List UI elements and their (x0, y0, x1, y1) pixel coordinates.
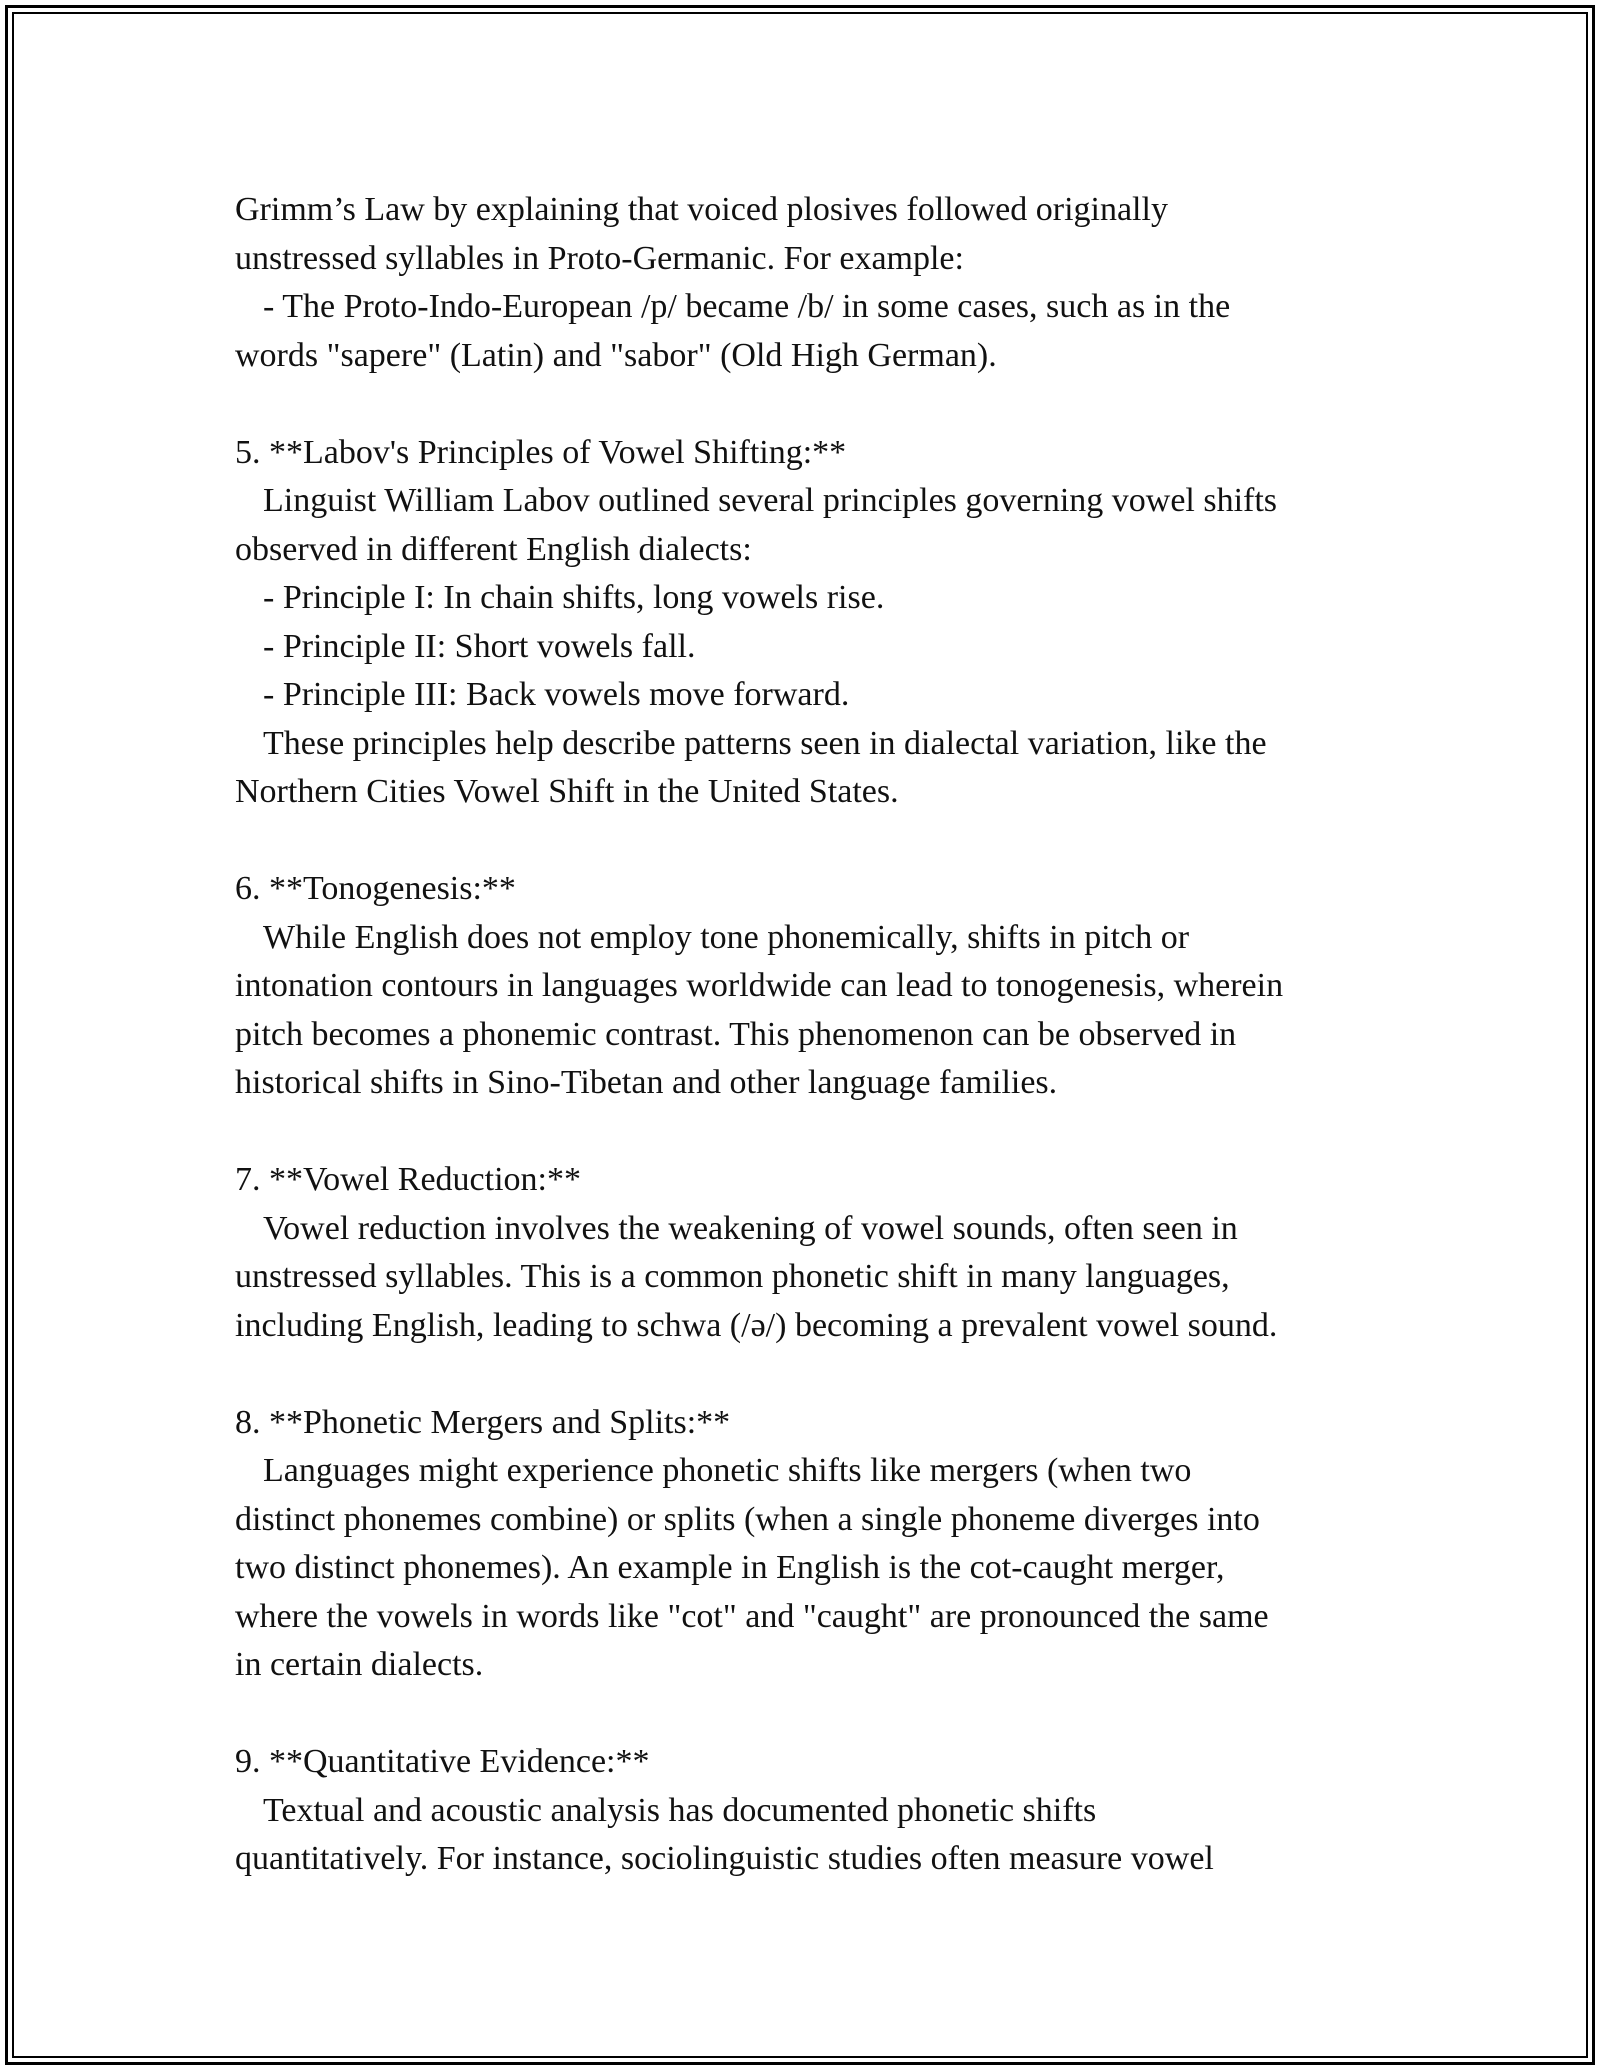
paragraph-spacer (235, 1350, 1415, 1399)
paragraph-line: Grimm’s Law by explaining that voiced plosives followed originally (235, 191, 1168, 228)
paragraph-line: where the vowels in words like "cot" and "caught" are pronounced the same (235, 1597, 1269, 1635)
paragraph-line: in certain dialects. (235, 1646, 484, 1683)
section-heading-6: 6. **Tonogenesis:** (235, 870, 516, 907)
section-heading-5: 5. **Labov's Principles of Vowel Shifting:** (235, 433, 847, 471)
bullet-line: - Principle II: Short vowels fall. (263, 627, 696, 665)
paragraph-line: distinct phonemes combine) or splits (when a single phoneme diverges into (235, 1500, 1260, 1538)
paragraph-line: Northern Cities Vowel Shift in the United States. (235, 773, 899, 810)
bullet-line: words "sapere" (Latin) and "sabor" (Old High German). (235, 336, 997, 374)
bullet-line: - Principle III: Back vowels move forward. (263, 676, 850, 713)
paragraph-line: These principles help describe patterns seen in dialectal variation, like the (263, 724, 1267, 762)
paragraph-line: Linguist William Labov outlined several principles governing vowel shifts (263, 482, 1278, 519)
paragraph-line: While English does not employ tone phonemically, shifts in pitch or (263, 918, 1190, 956)
paragraph-line: including English, leading to schwa (/ə/) becoming a prevalent vowel sound. (235, 1306, 1278, 1344)
paragraph-line: two distinct phonemes). An example in English is the cot-caught merger, (235, 1549, 1225, 1586)
paragraph-line: pitch becomes a phonemic contrast. This phenomenon can be observed in (235, 1015, 1237, 1053)
paragraph-line: unstressed syllables in Proto-Germanic. For example: (235, 239, 964, 277)
paragraph-line: Languages might experience phonetic shifts like mergers (when two (263, 1452, 1192, 1489)
section-heading-9: 9. **Quantitative Evidence:** (235, 1743, 650, 1780)
paragraph-line: historical shifts in Sino-Tibetan and other language families. (235, 1064, 1058, 1101)
paragraph-spacer (235, 1108, 1415, 1157)
paragraph-spacer (235, 1690, 1415, 1739)
paragraph-line: quantitatively. For instance, sociolinguistic studies often measure vowel (235, 1840, 1214, 1877)
paragraph-line: intonation contours in languages worldwide can lead to tonogenesis, wherein (235, 967, 1284, 1004)
paragraph-spacer (235, 817, 1415, 866)
bullet-line: - Principle I: In chain shifts, long vowels rise. (263, 579, 885, 616)
bullet-line: - The Proto-Indo-European /p/ became /b/ in some cases, such as in the (263, 288, 1231, 325)
paragraph-line: unstressed syllables. This is a common phonetic shift in many languages, (235, 1258, 1230, 1295)
paragraph-line: Vowel reduction involves the weakening of vowel sounds, often seen in (263, 1209, 1238, 1247)
paragraph-line: Textual and acoustic analysis has documented phonetic shifts (263, 1791, 1097, 1829)
section-heading-8: 8. **Phonetic Mergers and Splits:** (235, 1403, 731, 1441)
document-body (235, 186, 1415, 1884)
paragraph-spacer (235, 380, 1415, 429)
section-heading-7: 7. **Vowel Reduction:** (235, 1161, 581, 1198)
paragraph-line: observed in different English dialects: (235, 530, 752, 568)
